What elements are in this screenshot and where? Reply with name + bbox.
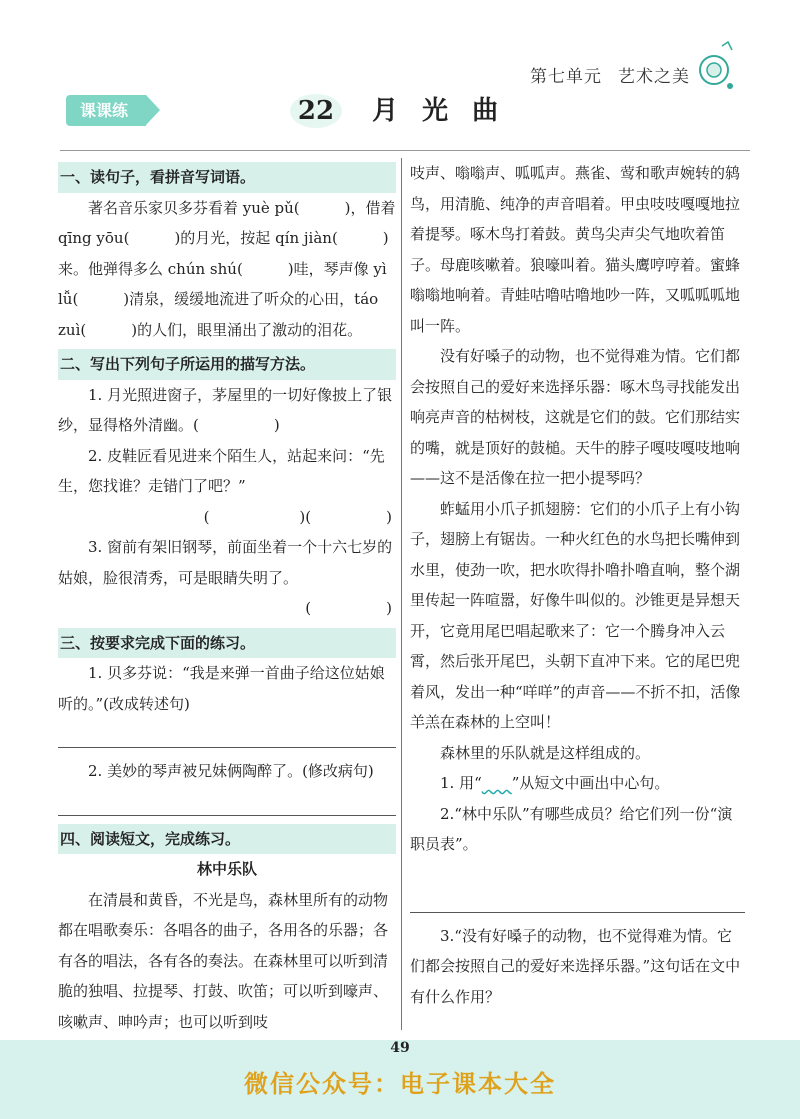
story-paragraph: 没有好嗓子的动物，也不觉得难为情。它们都会按照自己的爱好来选择乐器：啄木鸟寻找能发出响亮声音的枯树枝，这就是它们的鼓。它们那结实的嘴，就是顶好的鼓槌。天牛的脖子嘎吱嘎吱地响——这不是活像在拉一把小提琴吗？ [410, 347, 741, 487]
section-1-title: 一、读句子，看拼音写词语。 [58, 162, 396, 193]
reading-q2: 2.“林中乐队”有哪些成员？给它们列一份“演职员表”。 [410, 804, 733, 853]
header-divider [60, 150, 750, 151]
reading-q3: 3.“没有好嗓子的动物，也不觉得难为情。它们都会按照自己的爱好来选择乐器。”这句话在文中有什么作用？ [410, 926, 741, 1006]
music-decoration-icon [692, 40, 736, 96]
section-3-title: 三、按要求完成下面的练习。 [58, 628, 396, 659]
answer-line[interactable] [58, 721, 396, 748]
unit-theme: 艺术之美 [618, 67, 690, 87]
section-2-q1: 1. 月光照进窗子，茅屋里的一切好像披上了银纱，显得格外清幽。( ) [58, 385, 393, 434]
answer-line[interactable] [410, 886, 745, 913]
wechat-watermark: 微信公众号：电子课本大全 [244, 1070, 556, 1098]
section-2-q3: 3. 窗前有架旧钢琴，前面坐着一个十六七岁的姑娘，脸很清秀，可是眼睛失明了。 [58, 538, 393, 587]
section-3-q1: 1. 贝多芬说：“我是来弹一首曲子给这位姑娘听的。”(改成转述句) [58, 664, 385, 713]
section-2-q2-answer[interactable]: ( )( ) [203, 507, 392, 526]
title-char: 光 [422, 96, 449, 126]
q1-text-post: ”从短文中画出中心句。 [511, 774, 670, 792]
story-paragraph: 吱声、嗡嗡声、呱呱声。燕雀、莺和歌声婉转的鸫鸟，用清脆、纯净的声音唱着。甲虫吱吱嘎嘎地拉着提琴。啄木鸟打着鼓。黄鸟尖声尖气地吹着笛子。母鹿咳嗽着。狼嚎叫着。猫头鹰哼哼着。蜜蜂嗡嗡地响着。青蛙咕噜咕噜地吵一阵，又呱呱呱地叫一阵。 [410, 164, 741, 335]
story-title: 林中乐队 [196, 860, 257, 878]
story-paragraph: 在清晨和黄昏，不光是鸟，森林里所有的动物都在唱歌奏乐：各唱各的曲子，各用各的乐器；各有各的唱法，各有各的奏法。在森林里可以听到清脆的独唱、拉提琴、打鼓、吹笛；可以听到嚎声、咳嗽声、呻吟声；也可以听到吱 [58, 890, 389, 1031]
story-paragraph: 蚱蜢用小爪子抓翅膀：它们的小爪子上有小钩子，翅膀上有锯齿。一种火红色的水鸟把长嘴伸到水里，使劲一吹，把水吹得扑噜扑噜直响，整个湖里传起一阵喧嚣，好像牛叫似的。沙锥更是异想天开，它竟用尾巴唱起歌来了：它一个腾身冲入云霄，然后张开尾巴，头朝下直冲下来。它的尾巴兜着风，发出一种“咩咩”的声音——不折不扣，活像羊羔在森林的上空叫！ [410, 499, 741, 731]
section-3-q2: 2. 美妙的琴声被兄妹俩陶醉了。(修改病句) [88, 762, 374, 780]
reading-q1 [410, 768, 745, 799]
section-4-title: 四、阅读短文，完成练习。 [58, 824, 396, 855]
page-number: 49 [390, 1040, 410, 1056]
wavy-underline-mark [482, 774, 512, 792]
unit-header [514, 62, 690, 87]
title-char: 月 [372, 96, 399, 126]
section-2-q3-answer[interactable]: ( ) [305, 599, 392, 617]
unit-label: 第七单元 [530, 67, 602, 87]
q1-text-pre: 1. 用“ [440, 774, 482, 792]
lesson-number: 22 [290, 94, 342, 128]
story-paragraph: 森林里的乐队就是这样组成的。 [440, 743, 651, 762]
answer-line[interactable] [58, 789, 396, 816]
column-divider [401, 158, 402, 1030]
title-char: 曲 [472, 96, 499, 126]
section-1-passage: 著名音乐家贝多芬看着 yuè pǔ( )，借着 qīng yōu( )的月光，按起 qín jiàn( )来。他弹得多么 chún shú( )哇，琴声像 yì lǚ( )清泉，缓缓地流进了听众的心田，táo zuì( )的人们，眼里涌出了激动的泪花。 [58, 198, 396, 339]
right-column [410, 158, 745, 1049]
left-column [58, 158, 396, 1037]
answer-line[interactable] [410, 1014, 745, 1041]
badge-label: 课课练 [66, 95, 146, 126]
section-2-title: 二、写出下列句子所运用的描写方法。 [58, 349, 396, 380]
lesson-title [0, 90, 800, 128]
section-2-q2: 2. 皮鞋匠看见进来个陌生人，站起来问：“先生，您找谁？走错门了吧？” [58, 446, 385, 495]
